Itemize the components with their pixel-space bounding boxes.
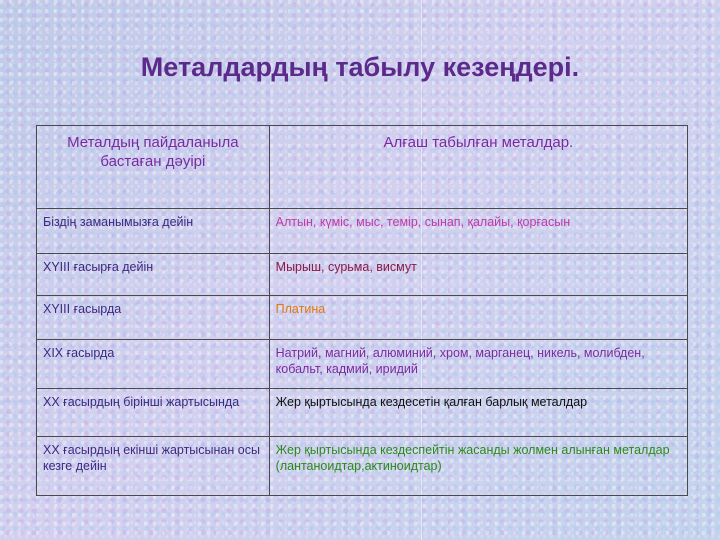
header-metals: Алғаш табылған металдар. bbox=[269, 126, 687, 209]
slide-title: Металдардың табылу кезеңдері. bbox=[140, 52, 580, 82]
cell-metals: Алтын, күміс, мыс, темір, сынап, қалайы, қорғасын bbox=[269, 209, 687, 254]
table-row bbox=[37, 340, 688, 389]
table-row bbox=[37, 296, 688, 340]
cell-era: XX ғасырдың екінші жартысынан осы кезге дейін bbox=[37, 437, 270, 496]
header-era: Металдың пайдаланыла бастаған дәуірі bbox=[37, 126, 270, 209]
cell-era: XIX ғасырда bbox=[37, 340, 270, 389]
table-row bbox=[37, 254, 688, 296]
cell-era: XYIII ғасырға дейін bbox=[37, 254, 270, 296]
cell-era: XYIII ғасырда bbox=[37, 296, 270, 340]
cell-metals: Жер қыртысында кездеспейтін жасанды жолмен алынған металдар (лантаноидтар,актиноидтар) bbox=[269, 437, 687, 496]
table-header-row bbox=[37, 126, 688, 209]
cell-era: XX ғасырдың бірінші жартысында bbox=[37, 389, 270, 437]
table-row bbox=[37, 437, 688, 496]
table-row bbox=[37, 209, 688, 254]
cell-metals: Натрий, магний, алюминий, хром, марганец, никель, молибден, кобальт, кадмий, иридий bbox=[269, 340, 687, 389]
cell-era: Біздің заманымызға дейін bbox=[37, 209, 270, 254]
cell-metals: Мырыш, сурьма, висмут bbox=[269, 254, 687, 296]
table-row bbox=[37, 389, 688, 437]
cell-metals: Платина bbox=[269, 296, 687, 340]
metals-discovery-table bbox=[36, 125, 688, 496]
cell-metals: Жер қыртысында кездесетін қалған барлық металдар bbox=[269, 389, 687, 437]
